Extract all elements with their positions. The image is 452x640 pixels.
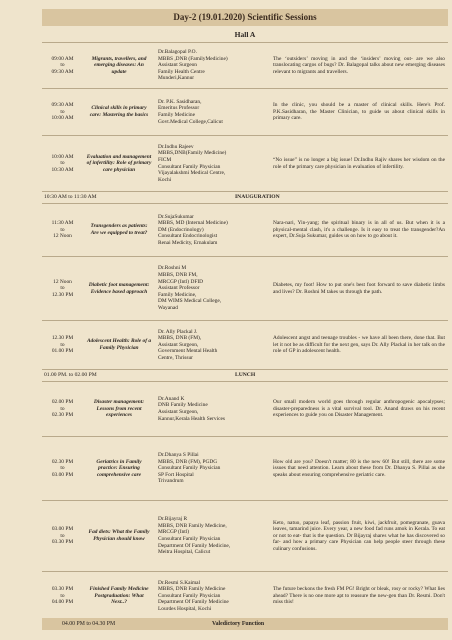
hall-label: Hall A	[234, 30, 256, 39]
session-speaker: Dr.Indhu Rajeev MBBS,DNB(Family Medicine) FICM Consultant Family Physician Vijayalakshmi Medical Centre, Kochi	[158, 143, 227, 183]
session-time: 12.30 PM to 01.00 PM	[51, 335, 74, 355]
session-time: 03.00 PM to 03.30 PM	[51, 526, 74, 546]
session-topic: Fad diets: What the Family Physician should know	[88, 529, 150, 542]
lunch-row	[42, 369, 448, 381]
session-speaker: Dr.Resmi S.Kaimal MBBS, DNB Family Medicine Consultant Family Physician Department Of Family Medicine Lourdes Hospital, Kochi	[158, 579, 229, 612]
table-row	[42, 203, 448, 256]
session-topic: Diabetic foot management: Evidence based approach	[88, 281, 150, 295]
table-row	[42, 320, 448, 369]
session-time: 10:00 AM to 10:30 AM	[51, 153, 74, 173]
table-row	[42, 571, 448, 620]
inauguration-row	[42, 191, 448, 203]
session-description: Our small modern world goes through regular anthropogenic apocalypses; disaster-preparedness is a vital survival tool. Dr. Anand draws on his recent experiences to guide you on Disaster Management.	[273, 399, 445, 419]
session-speaker: Dr.Bijayraj R MBBS, DNB Family Medicine, MRCGP (Intl) Consultant Family Physician Department Of Family Medicine, Meitra Hospital, Calicut	[158, 516, 231, 556]
session-description: Diabetes, my foot! How to put one's best foot forward to save diabetic limbs and lives? Dr. Roshni M takes us through the path.	[273, 281, 445, 295]
session-speaker: Dr. P.K. Sasidharan, Emeritus Professor Family Medicine Govt.Medical College,Calicut	[158, 98, 223, 125]
session-time: 09:30 AM to 10:00 AM	[51, 102, 74, 122]
session-topic: Transgenders as patients: Are we equipped to treat?	[90, 223, 148, 236]
break-label: INAUGURATION	[235, 194, 280, 200]
session-speaker: Dr.Roshni M MBBS, DNB FM, MRCGP (Intl) DFID Assistant Professor Family Medicine, DM WIMS Medical College, Wayanad	[158, 265, 222, 311]
session-time: 12 Noon to 12.30 PM	[51, 278, 74, 298]
table-row	[42, 381, 448, 436]
session-speaker: Dr.SujaSukumar MBBS, MD (Internal Medicine) DM (Endocrinology) Consultant Endocrinologist Renai Medicity, Ernakulam	[158, 213, 228, 246]
session-description: The future beckons the fresh FM PG! Bright or bleak, rosy or rocky? What lies ahead? There is no one more apt to reassure the new-gen than Dr. Resmi. Don't miss this!	[273, 586, 445, 606]
session-topic: Adolescent Health: Role of a Family Physician	[86, 338, 152, 351]
session-speaker: Dr.Anand K DNB Family Medicine Assistant Surgeon, Kannur,Kerala Health Services	[158, 395, 225, 422]
session-time: 03.30 PM to 04.00 PM	[51, 586, 74, 606]
break-time: 10:30 AM to 11:30 AM	[44, 194, 97, 200]
session-time: 09:00 AM to 09:30 AM	[51, 55, 74, 75]
table-row	[42, 256, 448, 320]
table-row	[42, 135, 448, 191]
session-description: Adolescent angst and teenage troubles - we have all been there, done that. But let it not be as difficult for the next gen, says Dr. Ally Plackal in her talk on the role of GP in adolescent health.	[273, 335, 445, 355]
footer-label: Valedictory Function	[212, 621, 265, 627]
session-topic: Migrants, travellers, and emerging diseases: An update	[91, 55, 147, 75]
session-time: 11:30 AM to 12 Noon	[51, 220, 74, 240]
table-row	[42, 500, 448, 571]
table-row	[42, 42, 448, 88]
session-description: The ‘outsiders’ moving in and the ‘insiders’ moving out- are we also translocating cargos of bugs? Dr. Balagopal talks about new emerging diseases relevant to migrants and travellers.	[273, 55, 445, 75]
session-time: 02.30 PM to 03.00 PM	[51, 458, 74, 478]
valedictory-row	[42, 618, 448, 630]
session-speaker: Dr.Dhanya S Pillai MBBS, DNB (FM), PGDG Consultant Family Physician SP Fort Hospital Trivandrum	[158, 452, 221, 485]
break-label: LUNCH	[235, 372, 256, 378]
session-description: “No issue” is no longer a big issue! Dr.Indhu Rajiv shares her wisdom on the role of the primary care physician in evaluation of infertility.	[273, 156, 445, 170]
session-topic: Finished Family Medicine Postgraduation: What Next..?	[89, 586, 149, 606]
session-topic: Evaluation and management of infertility: Role of primary care physician	[86, 153, 152, 173]
schedule-table	[42, 42, 448, 620]
session-speaker: Dr.Balagopal P.O. MBBS ,DNB (FamilyMedicine) Assistant Surgeon Family Health Centre Munderi,Kannur	[158, 49, 228, 82]
table-row	[42, 88, 448, 135]
session-description: Nara-nari, Yin-yang; the spiritual binary is in all of us. But when it is a physical-mental clash, it's a challenge. Is it easy to treat the transgender?An expert, Dr.Suja Sukumar, guides us on how to go about it.	[273, 220, 445, 240]
page-title: Day-2 (19.01.2020) Scientific Sessions	[42, 9, 448, 26]
break-time: 01.00 PM. to 02.00 PM	[44, 372, 97, 378]
footer-time: 04.00 PM to 04.30 PM	[62, 621, 116, 627]
session-speaker: Dr. Ally Plackal J. MBBS, DNB (FM), Assistant Surgeon, Government Mental Health Centre, Thrissur	[158, 328, 218, 361]
session-topic: Clinical skills in primary care: Mastering the basics	[89, 105, 149, 118]
session-time: 02.00 PM to 02.30 PM	[51, 399, 74, 419]
session-description: Keto, natuo, papaya leaf, passion fruit, kiwi, jackfruit, pomegranate, guava leaves, tamarind juice. Every year, a new food fad runs amok in Kerala. To eat or not to eat- that is the question. Dr Bijayraj shares what he has discovered so far- and how a primary care Physician can help people steer through these culinary confusions.	[273, 519, 445, 552]
table-row	[42, 436, 448, 500]
session-description: In the clinic, you should be a master of clinical skills. Here's Prof. P.K.Sasidharan, the Master Clinician, to guide us about clinical skills in primary care.	[273, 102, 445, 122]
session-description: How old are you? Doesn't matter; 80 is the new 60! But still, there are some issues that need attention. Learn about these from Dr. Dhanya S. Pillai as she speaks about ensuring comprehensive geriatric care.	[273, 458, 445, 478]
session-topic: Disaster management: Lessons from recent experiences	[93, 399, 145, 419]
session-topic: Geriatrics in Family practice: Ensuring comprehensive care	[96, 458, 142, 478]
